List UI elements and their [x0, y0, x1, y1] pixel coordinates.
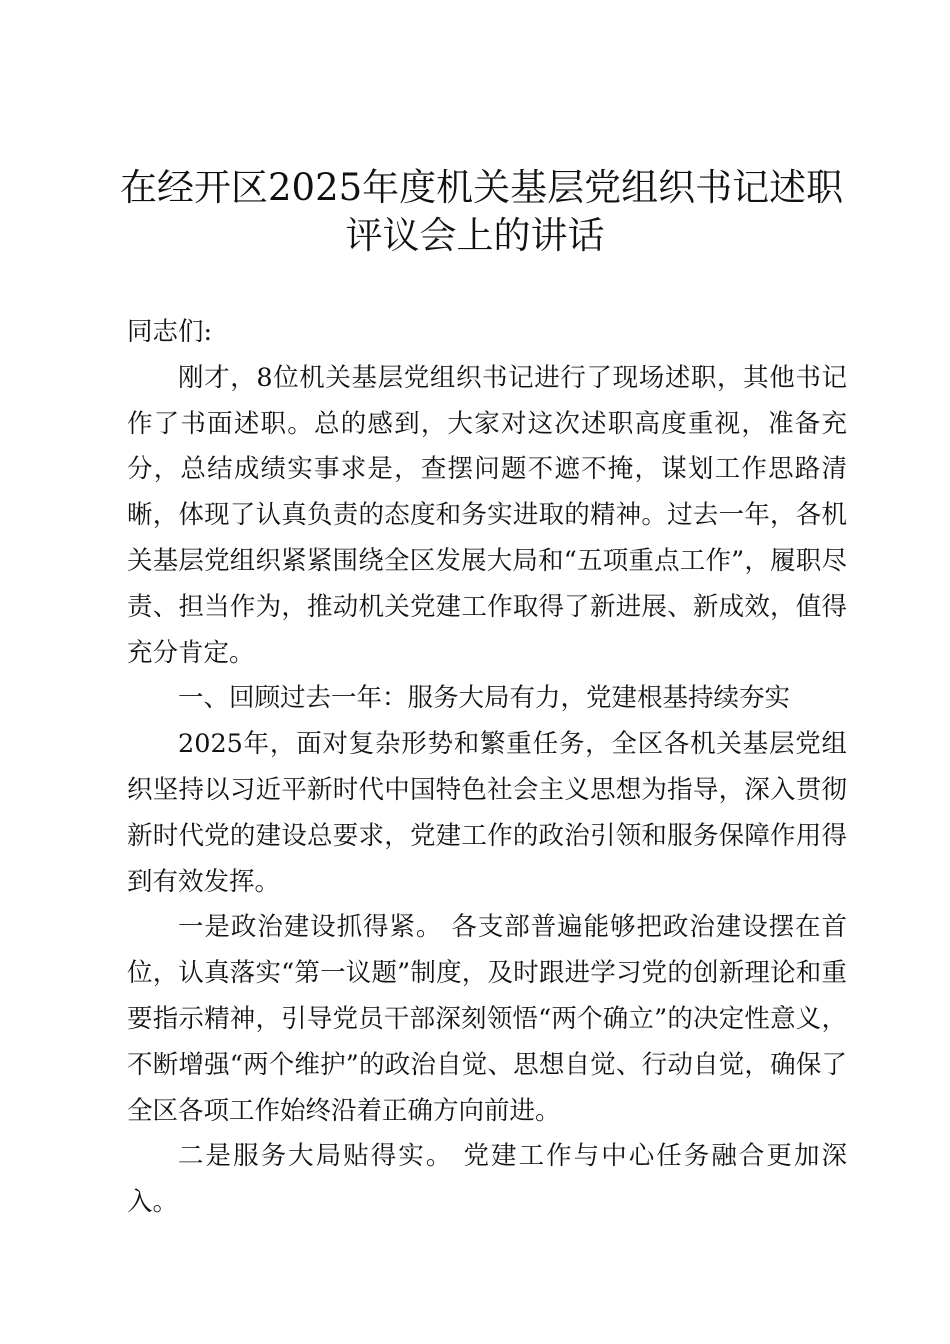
- paragraph-intro: 刚才，8位机关基层党组织书记进行了现场述职，其他书记作了书面述职。总的感到，大家对这次述职高度重视，准备充分，总结成绩实事求是，查摆问题不遮不掩，谋划工作思路清晰，体现了认真负责的态度和务实进取的精神。过去一年，各机关基层党组织紧紧围绕全区发展大局和“五项重点工作”，履职尽责、担当作为，推动机关党建工作取得了新进展、新成效，值得充分肯定。: [127, 362, 847, 668]
- paragraph-political-building: 一是政治建设抓得紧。 各支部普遍能够把政治建设摆在首位，认真落实“第一议题”制度，及时跟进学习党的创新理论和重要指示精神，引导党员干部深刻领悟“两个确立”的决定性意义，不断增强“两个维护”的政治自觉、思想自觉、行动自觉，确保了全区各项工作始终沿着正确方向前进。: [127, 912, 847, 1126]
- paragraph-review: 2025年，面对复杂形势和繁重任务，全区各机关基层党组织坚持以习近平新时代中国特色社会主义思想为指导，深入贯彻新时代党的建设总要求，党建工作的政治引领和服务保障作用得到有效发挥。: [127, 729, 847, 897]
- title-line-2: 评议会上的讲话: [345, 214, 605, 257]
- title-line-1: 在经开区2025年度机关基层党组织书记述职: [120, 166, 844, 209]
- salutation: 同志们:: [127, 317, 213, 347]
- section-heading-1: 一、回顾过去一年：服务大局有力，党建根基持续夯实: [178, 683, 791, 714]
- document-title: [120, 164, 844, 260]
- document-body: [127, 310, 847, 1226]
- paragraph-serving-overall: 二是服务大局贴得实。 党建工作与中心任务融合更加深入。: [127, 1141, 847, 1218]
